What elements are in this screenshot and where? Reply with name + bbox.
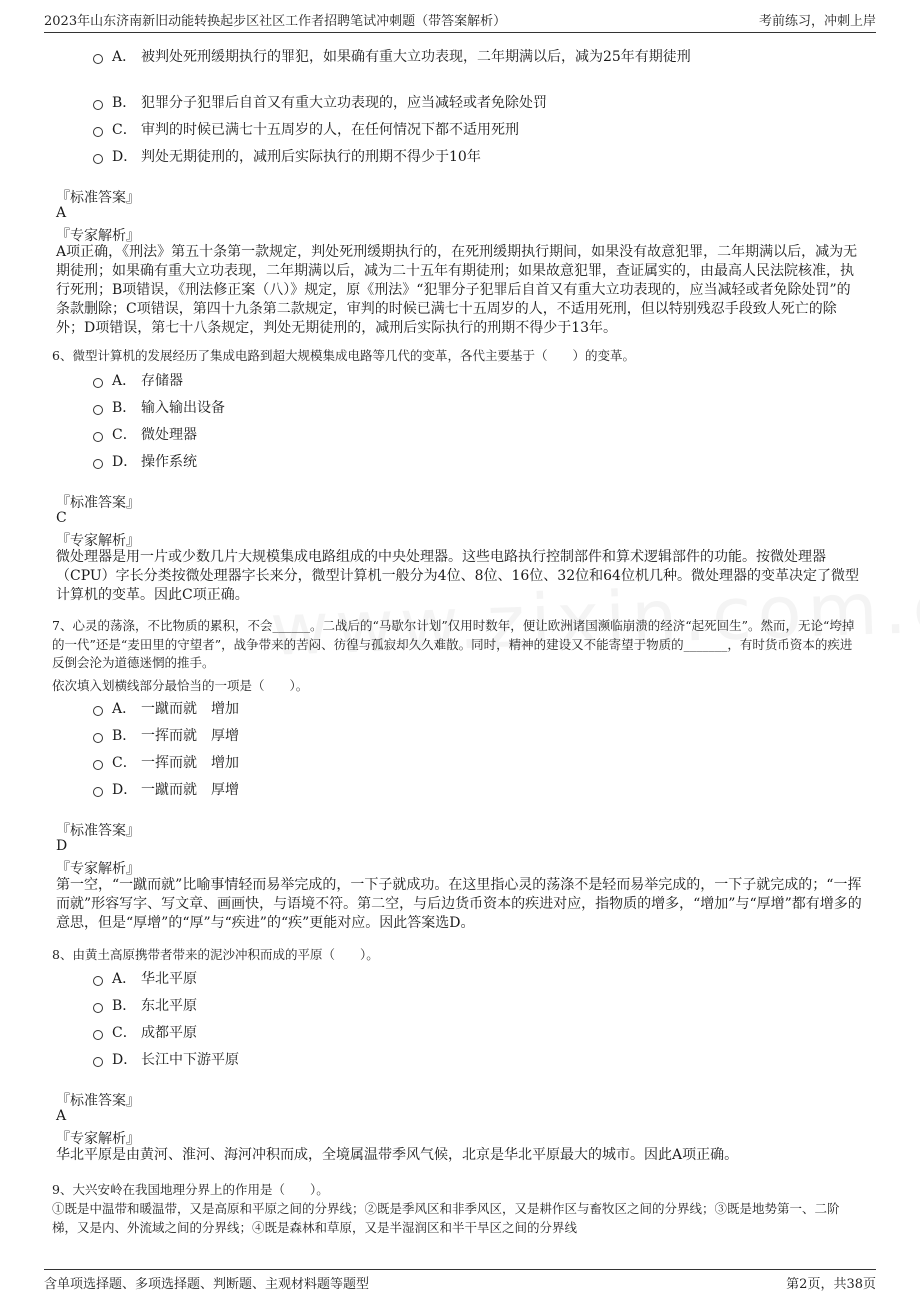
q7-option-a[interactable] (93, 696, 239, 720)
option-text: 被判处死刑缓期执行的罪犯，如果确有重大立功表现，二年期满以后，减为25年有期徒刑 (141, 49, 691, 65)
q8-answer-tag: 『标准答案』 (56, 1093, 140, 1109)
q7-instruction: 依次填入划横线部分最恰当的一项是（ ）。 (52, 678, 309, 693)
option-text: 审判的时候已满七十五周岁的人，在任何情况下都不适用死刑 (141, 122, 519, 138)
q6-analysis: 微处理器是用一片或少数几片大规模集成电路组成的中央处理器。这些电路执行控制部件和算术逻辑部件的功能。按微处理器（CPU）字长分类按微处理器字长来分，微型计算机一般分为4位、8位、16位、32位和64位机几种。微处理器的变革决定了微型计算机的变革。因此C项正确。 (56, 549, 859, 603)
option-text: 操作系统 (141, 454, 197, 470)
q5-answer: A (56, 205, 67, 221)
option-label: D． (112, 1052, 138, 1068)
radio-button[interactable] (93, 706, 103, 716)
option-text: 输入输出设备 (141, 400, 225, 416)
option-text: 存储器 (141, 373, 183, 389)
option-text: 成都平原 (141, 1025, 197, 1041)
option-label: A． (112, 971, 137, 987)
radio-button[interactable] (93, 1030, 103, 1040)
q9-statements: ①既是中温带和暖温带，又是高原和平原之间的分界线；②既是季风区和非季风区，又是耕作区与畜牧区之间的分界线；③既是地势第一、二阶梯，又是内、外流域之间的分界线；④既是森林和草原，又是半湿润区和半干旱区之间的分界线 (52, 1201, 840, 1235)
radio-button[interactable] (93, 154, 103, 164)
q6-option-a[interactable] (93, 368, 183, 392)
page-footer (44, 1269, 876, 1294)
q5-option-b[interactable] (93, 90, 547, 114)
option-label: B． (112, 728, 137, 744)
radio-button[interactable] (93, 976, 103, 986)
q6-option-c[interactable] (93, 422, 197, 446)
option-text: 一蹴而就 增加 (141, 701, 239, 717)
q7-analysis-tag: 『专家解析』 (56, 861, 140, 877)
option-text: 一蹴而就 厚增 (141, 782, 239, 798)
q8-option-c[interactable] (93, 1020, 197, 1044)
option-label: A． (112, 49, 137, 65)
q8-answer: A (56, 1108, 67, 1124)
q7-analysis: 第一空，“一蹴而就”比喻事情轻而易举完成的，一下子就成功。在这里指心灵的荡涤不是轻而易举完成的，一下子就完成的；“一挥而就”形容写字、写文章、画画快，与语境不符。第二空，与后边货币资本的疾进对应，指物质的增多，“增加”与“厚增”都有增多的意思，但是“厚增”的“厚”与“疾进”的“疾”更能对应。因此答案选D。 (56, 877, 862, 931)
q9-question: 9、大兴安岭在我国地理分界上的作用是（ ）。 (52, 1182, 329, 1197)
q8-question: 8、由黄土高原携带者带来的泥沙冲积而成的平原（ ）。 (52, 947, 379, 962)
radio-button[interactable] (93, 127, 103, 137)
document-title: 2023年山东济南新旧动能转换起步区社区工作者招聘笔试冲刺题（带答案解析） (44, 14, 507, 29)
option-label: D． (112, 782, 138, 798)
radio-button[interactable] (93, 378, 103, 388)
q5-option-d[interactable] (93, 144, 481, 168)
radio-button[interactable] (93, 432, 103, 442)
q7-option-b[interactable] (93, 723, 239, 747)
option-text: 判处无期徒刑的，减刑后实际执行的刑期不得少于10年 (141, 149, 481, 165)
q6-question: 6、微型计算机的发展经历了集成电路到超大规模集成电路等几代的变革，各代主要基于（ ）的变革。 (52, 348, 635, 363)
q6-analysis-tag: 『专家解析』 (56, 533, 140, 549)
option-text: 一挥而就 厚增 (141, 728, 239, 744)
q7-option-d[interactable] (93, 777, 239, 801)
q6-option-d[interactable] (93, 449, 197, 473)
q6-answer: C (56, 510, 67, 526)
option-label: B． (112, 400, 137, 416)
q8-analysis: 华北平原是由黄河、淮河、海河冲积而成，全境属温带季风气候，北京是华北平原最大的城市。因此A项正确。 (56, 1147, 739, 1163)
page-number: 第2页，共38页 (786, 1277, 876, 1292)
option-text: 犯罪分子犯罪后自首又有重大立功表现的，应当减轻或者免除处罚 (141, 95, 547, 111)
q7-option-c[interactable] (93, 750, 239, 774)
q6-answer-tag: 『标准答案』 (56, 495, 140, 511)
q8-option-d[interactable] (93, 1047, 239, 1071)
q5-analysis-tag: 『专家解析』 (56, 228, 140, 244)
option-label: B． (112, 95, 137, 111)
radio-button[interactable] (93, 760, 103, 770)
option-label: D． (112, 149, 138, 165)
header-slogan: 考前练习，冲刺上岸 (758, 14, 876, 29)
option-label: C． (112, 427, 137, 443)
option-text: 华北平原 (141, 971, 197, 987)
q5-answer-tag: 『标准答案』 (56, 190, 140, 206)
option-label: D． (112, 454, 138, 470)
q5-option-a[interactable] (93, 44, 691, 68)
radio-button[interactable] (93, 405, 103, 415)
radio-button[interactable] (93, 1057, 103, 1067)
radio-button[interactable] (93, 1003, 103, 1013)
option-text: 一挥而就 增加 (141, 755, 239, 771)
radio-button[interactable] (93, 54, 103, 64)
q6-option-b[interactable] (93, 395, 225, 419)
q8-option-b[interactable] (93, 993, 197, 1017)
q5-option-c[interactable] (93, 117, 519, 141)
option-label: C． (112, 1025, 137, 1041)
radio-button[interactable] (93, 733, 103, 743)
option-text: 东北平原 (141, 998, 197, 1014)
option-label: A． (112, 373, 137, 389)
option-label: B． (112, 998, 137, 1014)
option-label: A． (112, 701, 137, 717)
q7-question: 7、心灵的荡涤，不比物质的累积，不会______。二战后的“马歇尔计划”仅用时数年，便让欧洲诸国濒临崩溃的经济“起死回生”。然而，无论“垮掉的一代”还是“麦田里的守望者”，战争带来的苦闷、彷徨与孤寂却久久难散。同时，精神的建设又不能寄望于物质的_______，有时货币资本的疾进反倒会沦为道德迷惘的推手。 (52, 618, 855, 670)
q7-answer: D (56, 838, 68, 854)
radio-button[interactable] (93, 459, 103, 469)
option-label: C． (112, 755, 137, 771)
radio-button[interactable] (93, 787, 103, 797)
option-text: 微处理器 (141, 427, 197, 443)
q7-answer-tag: 『标准答案』 (56, 823, 140, 839)
radio-button[interactable] (93, 100, 103, 110)
q5-analysis: A项正确，《刑法》第五十条第一款规定，判处死刑缓期执行的，在死刑缓期执行期间，如果没有故意犯罪，二年期满以后，减为无期徒刑；如果确有重大立功表现，二年期满以后，减为二十五年有期徒刑；如果故意犯罪，查证属实的，由最高人民法院核准，执行死刑；B项错误，《刑法修正案（八）》规定，原《刑法》“犯罪分子犯罪后自首又有重大立功表现的，应当减轻或者免除处罚”的条款删除；C项错误，第四十九条第二款规定，审判的时候已满七十五周岁的人，不适用死刑，但以特别残忍手段致人死亡的除外；D项错误，第七十八条规定，判处无期徒刑的，减刑后实际执行的刑期不得少于13年。 (56, 244, 858, 336)
footer-note: 含单项选择题、多项选择题、判断题、主观材料题等题型 (44, 1277, 370, 1292)
option-text: 长江中下游平原 (141, 1052, 239, 1068)
q8-analysis-tag: 『专家解析』 (56, 1131, 140, 1147)
q8-option-a[interactable] (93, 966, 197, 990)
option-label: C． (112, 122, 137, 138)
